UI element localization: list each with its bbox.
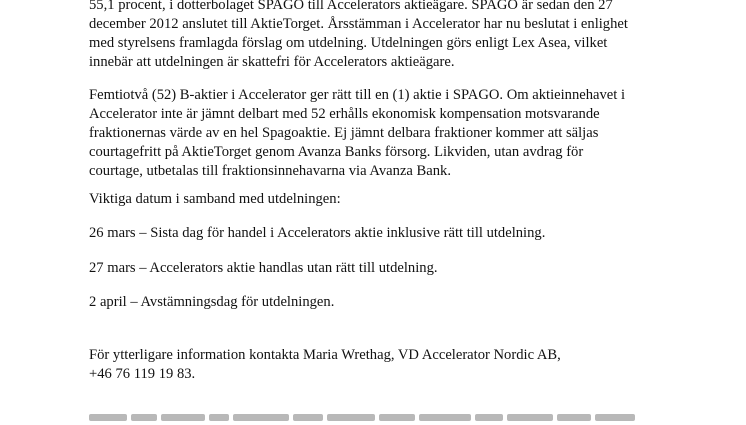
- contact-line-1: För ytterligare information kontakta Maria Wrethag, VD Accelerator Nordic AB,: [89, 347, 561, 363]
- cut-off-text-line: [0, 411, 746, 425]
- date-item-1: 26 mars – Sista dag för handel i Accelerators aktie inklusive rätt till utdelning.: [89, 225, 546, 241]
- paragraph-2-line-1: Femtiotvå (52) B-aktier i Accelerator ger rätt till en (1) aktie i SPAGO. Om aktieinnehavet i: [89, 87, 626, 103]
- paragraph-1-line-3: med styrelsens framlagda förslag om utdelning. Utdelningen görs enligt Lex Asea, vilket: [89, 35, 608, 51]
- paragraph-2-line-3: fraktionernas värde av en hel Spagoaktie. Ej jämnt delbara fraktioner kommer att säljas: [89, 125, 599, 141]
- paragraph-1-line-2: december 2012 anslutet till AktieTorget. Årsstämman i Accelerator har nu beslutat i enlighet: [89, 16, 628, 32]
- date-item-3: 2 april – Avstämningsdag för utdelningen.: [89, 294, 335, 310]
- paragraph-2-line-4: courtagefritt på AktieTorget genom Avanza Banks försorg. Likviden, utan avdrag för: [89, 144, 584, 160]
- paragraph-1-line-4: innebär att utdelningen är skattefri för Accelerators aktieägare.: [89, 54, 455, 70]
- paragraph-2-line-5: courtage, utbetalas till fraktionsinnehavarna via Avanza Bank.: [89, 163, 452, 179]
- paragraph-1-line-1: 55,1 procent, i dotterbolaget SPAGO till Accelerators aktieägare. SPAGO är sedan den 27: [89, 0, 613, 13]
- date-item-2: 27 mars – Accelerators aktie handlas utan rätt till utdelning.: [89, 260, 438, 276]
- dates-heading: Viktiga datum i samband med utdelningen:: [89, 191, 341, 207]
- paragraph-2-line-2: Accelerator inte är jämnt delbart med 52 erhålls ekonomisk kompensation motsvarande: [89, 106, 600, 122]
- contact-line-2: +46 76 119 19 83.: [89, 366, 196, 382]
